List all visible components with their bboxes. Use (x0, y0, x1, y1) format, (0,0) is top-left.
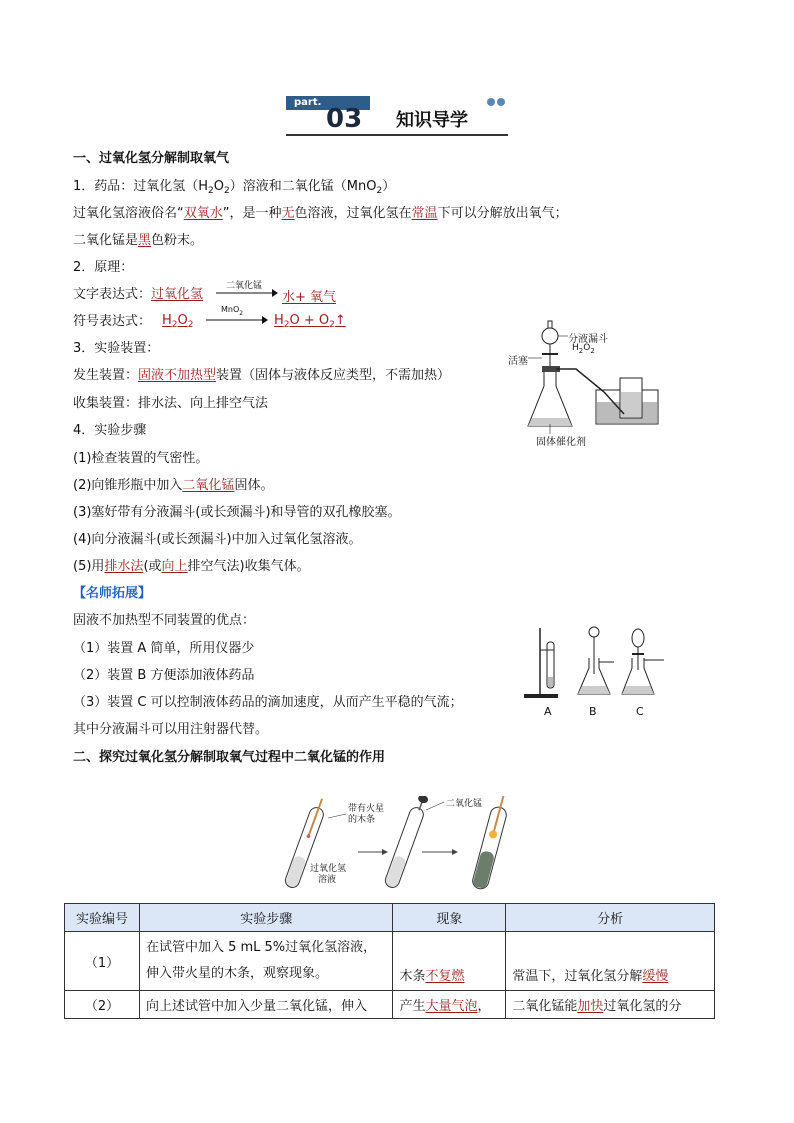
section-banner (286, 96, 508, 138)
splint-label: 带有火星 的木条 (348, 804, 385, 825)
device-c-label: C (636, 705, 644, 718)
expansion-item-2: （2）装置 B 方便添加液体药品 (73, 668, 255, 683)
word-products: 水+ 氧气 (282, 290, 337, 305)
stopcock-label: 活塞 (508, 356, 528, 367)
word-catalyst-label: 二氧化锰 (226, 281, 263, 291)
table-row (65, 991, 715, 1019)
principle-heading: 2．原理： (73, 260, 134, 275)
apparatus-heading: 3．实验装置： (73, 341, 160, 356)
word-equation: 文字表达式：过氧化氢 (73, 287, 204, 302)
row-number: （1） (65, 932, 140, 991)
col-header-steps: 实验步骤 (139, 904, 393, 932)
decor-dots-icon (486, 96, 508, 108)
reaction-arrow-icon (206, 315, 268, 325)
teacher-expansion-label: 【名师拓展】 (73, 586, 152, 601)
col-header-phenomenon: 现象 (393, 904, 506, 932)
step-4: (4)向分液漏斗(或长颈漏斗)中加入过氧化氢溶液。 (73, 532, 362, 547)
test-tube-figure (276, 796, 536, 896)
devices-drawing (518, 622, 678, 702)
symbol-reactant: $H_2O_2$ (162, 313, 194, 330)
table-row (65, 932, 715, 991)
reaction-arrow-icon (216, 288, 278, 298)
row-number: （2） (65, 991, 140, 1019)
symbol-products: $H_2O$ + $O_2↑$ (274, 313, 346, 330)
part-number: 03 (326, 104, 363, 134)
generator-line: 发生装置：固液不加热型装置（固体与液体反应类型，不需加热） (73, 368, 451, 383)
expansion-item-3: （3）装置 C 可以控制液体药品的滴加速度，从而产生平稳的气流； (73, 695, 463, 710)
col-header-analysis: 分析 (506, 904, 715, 932)
mno2-description: 二氧化锰是黑色粉末。 (73, 233, 204, 248)
table-header-row (65, 904, 715, 932)
devices-abc-figure (518, 622, 678, 722)
collector-line: 收集装置：排水法、向上排空气法 (73, 396, 269, 411)
step-1: (1)检查装置的气密性。 (73, 451, 209, 466)
expansion-item-1: （1）装置 A 简单，所用仪器少 (73, 641, 255, 656)
experiment-table (64, 903, 715, 1019)
mno2-label: 二氧化锰 (446, 799, 483, 809)
row-steps: 向上述试管中加入少量二氧化锰，伸入 (139, 991, 393, 1019)
apparatus-figure (506, 318, 676, 448)
device-a-label: A (544, 705, 552, 718)
section-2-heading: 二、探究过氧化氢分解制取氧气过程中二氧化锰的作用 (73, 750, 386, 765)
expansion-intro: 固液不加热型不同装置的优点： (73, 613, 256, 628)
catalyst-label: 固体催化剂 (536, 437, 586, 448)
steps-heading: 4．实验步骤 (73, 423, 147, 438)
device-b-label: B (589, 705, 597, 718)
funnel-label: 分液漏斗 (568, 334, 608, 345)
banner-rule (286, 134, 508, 136)
h2o2-label: $H_2O_2$ (572, 343, 595, 355)
symbol-catalyst-label: MnO$_2$ (221, 305, 244, 317)
section-title: 知识导学 (396, 110, 468, 131)
expansion-item-4: 其中分液漏斗可以用注射器代替。 (73, 722, 269, 737)
row-analysis: 二氧化锰能加快过氧化氢的分 (506, 991, 715, 1019)
section-1-heading: 一、过氧化氢分解制取氧气 (73, 151, 230, 166)
symbol-equation-label: 符号表达式： (73, 314, 152, 329)
row-phenomenon: 产生大量气泡， (393, 991, 506, 1019)
step-2: (2)向锥形瓶中加入二氧化锰固体。 (73, 478, 274, 493)
col-header-number: 实验编号 (65, 904, 140, 932)
step-3: (3)塞好带有分液漏斗(或长颈漏斗)和导管的双孔橡胶塞。 (73, 505, 401, 520)
solution-label: 过氧化氢 溶液 (310, 864, 347, 885)
part-tab: part. (286, 96, 370, 110)
step-5: (5)用排水法(或向上排空气法)收集气体。 (73, 559, 310, 574)
h2o2-description: 过氧化氢溶液俗名“双氧水”，是一种无色溶液，过氧化氢在常温下可以分解放出氧气； (73, 206, 568, 221)
row-phenomenon: 木条不复燃 (393, 932, 506, 991)
reagents-line: 1．药品：过氧化氢$(H_2O_2)$溶液和二氧化锰（MnO$_2$） (73, 179, 396, 196)
row-steps: 在试管中加入 5 mL 5%过氧化氢溶液， 伸入带火星的木条，观察现象。 (139, 932, 393, 991)
row-analysis: 常温下，过氧化氢分解缓慢 (506, 932, 715, 991)
